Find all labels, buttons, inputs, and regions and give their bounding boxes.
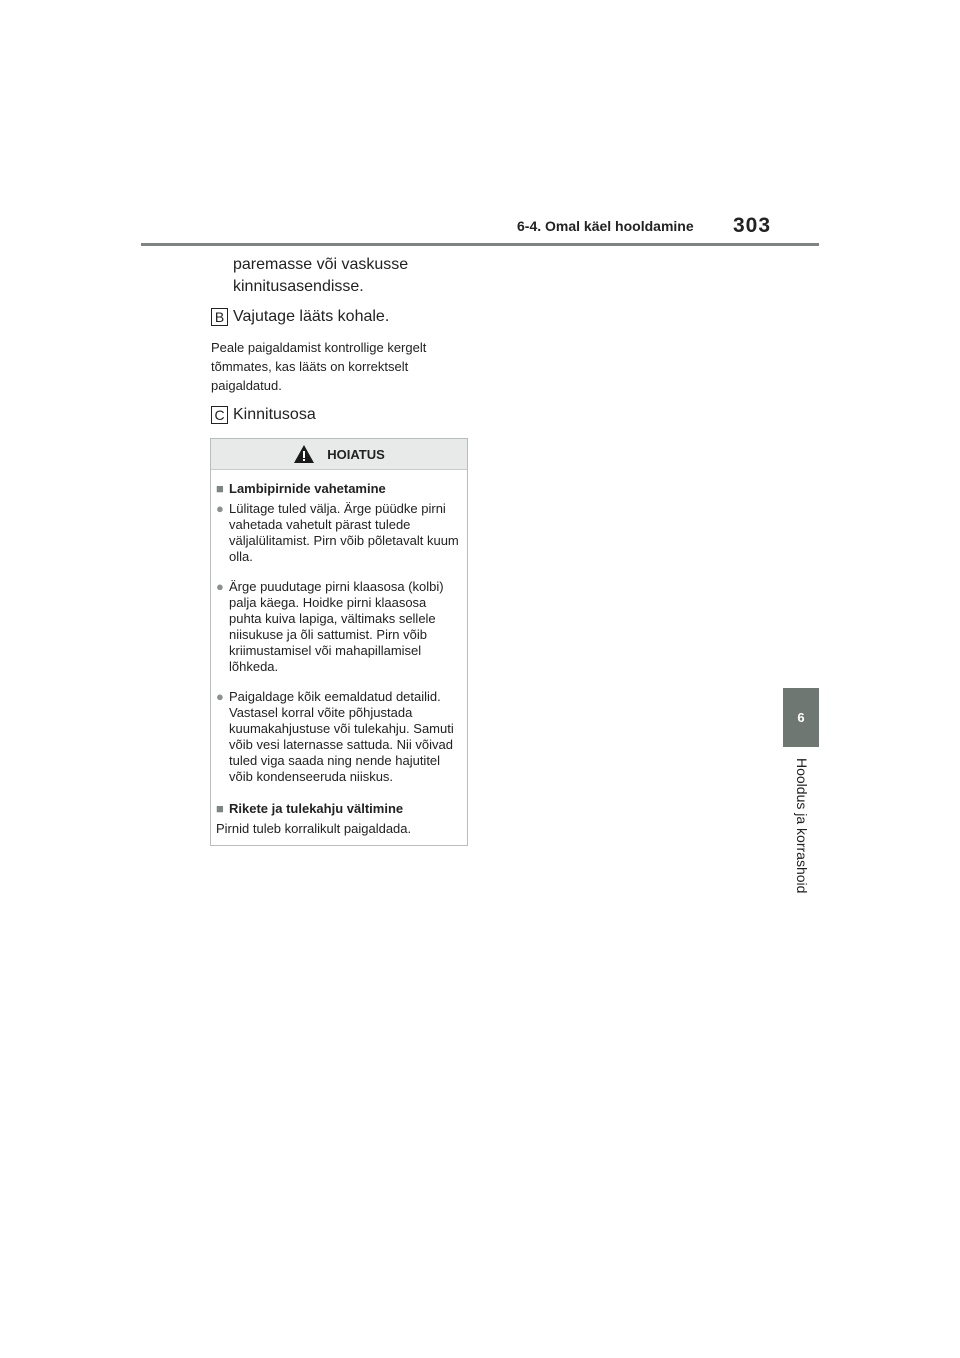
step-marker-c: C: [211, 406, 228, 424]
page-number: 303: [733, 214, 772, 237]
step-b: [211, 308, 389, 326]
step-c: [211, 406, 316, 424]
circle-bullet-icon: ●: [216, 501, 224, 516]
square-bullet-icon: ■: [216, 481, 224, 496]
chapter-label: Hooldus ja korrashoid: [794, 758, 810, 894]
warning-section-title: ■ Rikete ja tulekahju vältimine: [216, 801, 404, 816]
install-note: Peale paigaldamist kontrollige kergelt tõmmates, kas lääts on korrektselt paigaldatud.: [211, 340, 427, 393]
section-title: 6-4. Omal käel hooldamine: [517, 218, 694, 234]
step-marker-b: B: [211, 308, 228, 326]
warning-body: [211, 470, 467, 837]
step-b-text: Vajutage lääts kohale.: [233, 308, 390, 325]
step-c-text: Kinnitusosa: [233, 406, 316, 423]
warning-header: [211, 439, 467, 470]
warning-section-text: Pirnid tuleb korralikult paigaldada.: [216, 821, 412, 836]
circle-bullet-icon: ●: [216, 689, 224, 704]
warning-section-title: ■ Lambipirnide vahetamine: [216, 481, 386, 496]
continued-line-2: kinnitusasendisse.: [233, 278, 364, 295]
warning-title: HOIATUS: [327, 446, 385, 462]
circle-bullet-icon: ●: [216, 579, 224, 594]
header-rule: [141, 243, 819, 246]
warning-bullet: ● Paigaldage kõik eemaldatud detailid. Vastasel korral võite põhjustada kuumakahjustuse või tulekahju. Samuti võib vesi laternasse sattuda. Nii võivad tuled viga saada ning nende hajutitel võib kondenseeruda niiskus.: [216, 689, 454, 784]
warning-triangle-icon: [293, 444, 315, 464]
warning-box: [210, 438, 468, 846]
square-bullet-icon: ■: [216, 801, 224, 816]
chapter-tab[interactable]: 6: [783, 688, 819, 747]
warning-bullet: ● Ärge puudutage pirni klaasosa (kolbi) palja käega. Hoidke pirni klaasosa puhta kuiva lapiga, vältimaks sellele niisukuse ja õli sattumist. Pirn võib kriimustamisel või mahapillamisel lõhkeda.: [216, 579, 444, 674]
warning-bullet: ● Lülitage tuled välja. Ärge püüdke pirni vahetada vahetult pärast tulede väljalülitamist. Pirn võib põletavalt kuum olla.: [216, 501, 459, 564]
continued-line-1: paremasse või vaskusse: [233, 256, 409, 273]
